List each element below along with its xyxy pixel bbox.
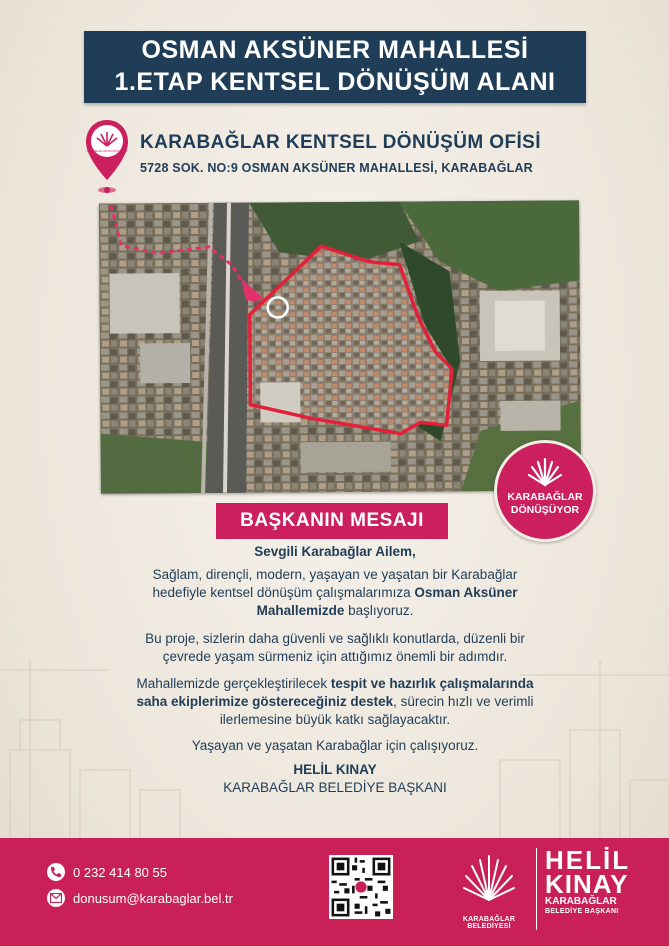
flower-logo-icon — [527, 453, 563, 489]
map-image — [99, 200, 581, 493]
title-line-1: OSMAN AKSÜNER MAHALLESİ — [141, 36, 529, 64]
office-address: 5728 SOK. NO:9 OSMAN AKSÜNER MAHALLESİ, KARABAĞLAR — [140, 161, 533, 175]
phone-number[interactable]: 0 232 414 80 55 — [73, 864, 167, 880]
title-banner — [84, 31, 586, 103]
mayor-last-name: KINAY — [545, 869, 629, 899]
signer-name: HELİL KINAY — [293, 762, 377, 777]
paragraph-1: Sağlam, dirençli, modern, yaşayan ve yaşatan bir Karabağlar hedefiyle kentsel dönüşüm çalışmalarımıza Osman Aksüner Mahallemizde başlıyoruz. — [152, 567, 518, 618]
badge-line-1: KARABAĞLAR — [507, 491, 583, 503]
phone-row[interactable] — [47, 862, 167, 882]
municipality-flower-icon — [448, 848, 530, 910]
karabaglar-donusuyor-badge — [494, 440, 596, 542]
mayor-role: BELEDİYE BAŞKANI — [545, 908, 619, 915]
mayor-signature-block — [545, 845, 631, 917]
badge-line-2: DÖNÜŞÜYOR — [510, 504, 580, 516]
footer-divider — [536, 848, 537, 930]
signer-title: KARABAĞLAR BELEDİYE BAŞKANI — [223, 780, 447, 795]
mayor-city: KARABAĞLAR — [545, 896, 617, 907]
paragraph-2: Bu proje, sizlerin daha güvenli ve sağlıklı konutlarda, düzenli bir çevrede yaşam sürmeniz için attığımız önemli bir adımdır. — [145, 631, 525, 664]
greeting: Sevgili Karabağlar Ailem, — [254, 544, 416, 559]
phone-icon — [47, 863, 65, 881]
message-heading-banner — [216, 503, 448, 539]
municipality-logo-text: KARABAĞLAR BELEDİYESİ — [462, 916, 516, 930]
qr-code[interactable] — [329, 855, 393, 919]
email-row[interactable] — [47, 888, 233, 908]
paragraph-3: Mahallemizde gerçekleştirilecek tespit ve hazırlık çalışmalarında saha ekiplerimize göstereceğiniz destek, sürecin hızlı ve verimli ilerlemesine büyük katkı sağlayacaktır. — [136, 676, 534, 727]
municipality-logo — [448, 848, 530, 938]
email-address[interactable]: donusum@karabaglar.bel.tr — [73, 890, 233, 906]
pin-logo-text: KARABAĞLAR DÖNÜŞÜYOR — [86, 149, 128, 153]
mayor-first-name: HELİL — [545, 845, 631, 875]
message-heading: BAŞKANIN MESAJI — [240, 510, 424, 531]
location-pin-icon — [84, 118, 130, 198]
paragraph-4: Yaşayan ve yaşatan Karabağlar için çalışıyoruz. — [191, 738, 479, 753]
title-line-2: 1.ETAP KENTSEL DÖNÜŞÜM ALANI — [114, 68, 556, 96]
office-name: KARABAĞLAR KENTSEL DÖNÜŞÜM OFİSİ — [140, 132, 541, 153]
email-icon — [47, 889, 65, 907]
satellite-map — [99, 200, 581, 493]
